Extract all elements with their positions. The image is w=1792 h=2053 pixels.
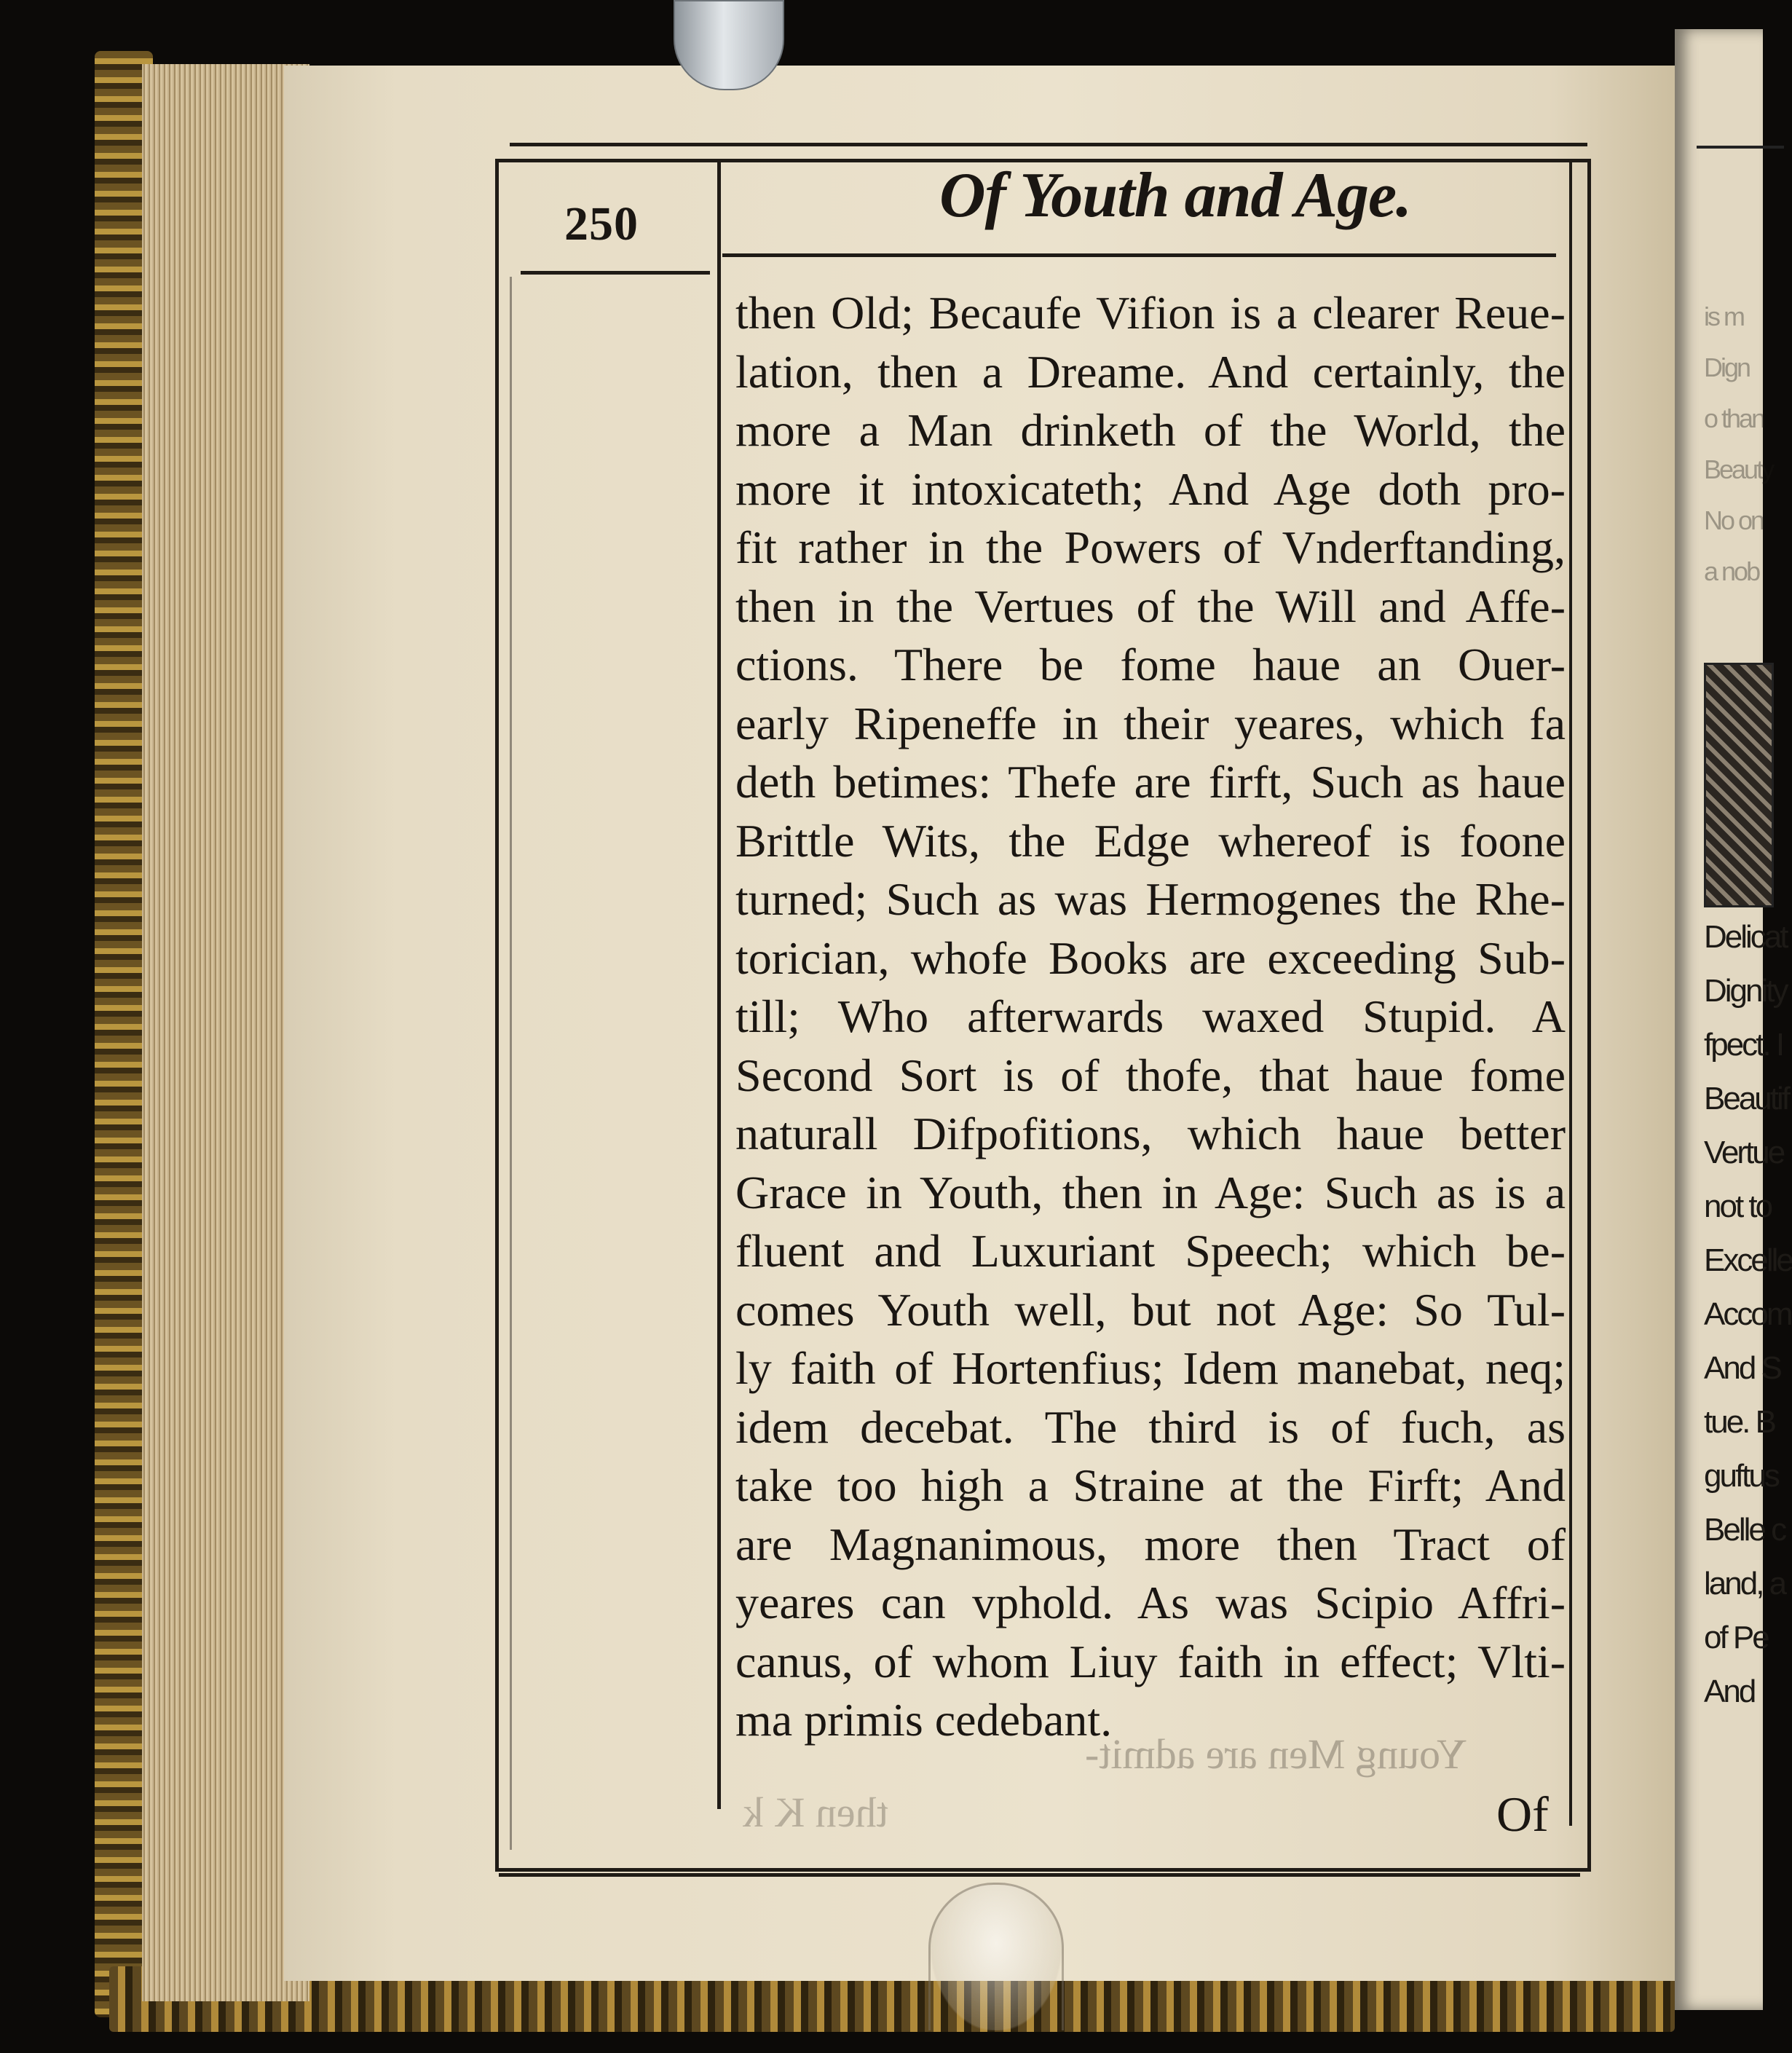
text-line: ctions. There be fome haue an Ouer- xyxy=(735,639,1566,690)
opposite-line: Excelle xyxy=(1704,1242,1792,1278)
opposite-line: Dignity xyxy=(1704,973,1787,1009)
opposite-faint-line: Beauty xyxy=(1704,454,1773,484)
opposite-line: And xyxy=(1704,1674,1755,1709)
opposite-line: Beautif xyxy=(1704,1081,1788,1116)
text-line: more a Man drinketh of the World, the xyxy=(735,404,1566,456)
frame-bottom-rule xyxy=(499,1873,1580,1877)
text-line: Brittle Wits, the Edge whereof is foone xyxy=(735,814,1566,867)
text-line: take too high a Straine at the Firft; And xyxy=(735,1459,1566,1511)
opposite-page-faint-lines xyxy=(1704,291,1772,597)
text-line: early Ripeneffe in their yeares, which fa xyxy=(735,697,1566,749)
text-line: then Old; Becaufe Vifion is a clearer Reue- xyxy=(735,287,1566,339)
opposite-line: Vertue xyxy=(1704,1135,1784,1170)
running-title: Of Youth and Age. xyxy=(939,160,1412,231)
text-line: are Magnanimous, more then Tract of xyxy=(735,1518,1566,1570)
opposite-faint-line: o than xyxy=(1704,403,1764,433)
text-line: torician, whofe Books are exceeding Sub- xyxy=(735,931,1566,984)
text-line: ly faith of Hortenfius; Idem manebat, neq; xyxy=(735,1342,1566,1394)
text-line: turned; Such as was Hermogenes the Rhe- xyxy=(735,873,1566,925)
glass-page-weight xyxy=(928,1883,1064,2030)
opposite-faint-line: No on xyxy=(1704,505,1764,535)
opposite-line: Delicat xyxy=(1704,919,1787,955)
text-line: more it intoxicateth; And Age doth pro- xyxy=(735,462,1566,515)
opposite-line: guftus xyxy=(1704,1458,1778,1494)
right-column-rule xyxy=(1569,162,1572,1826)
text-line: idem decebat. The third is of fuch, as xyxy=(735,1400,1566,1453)
text-line: ma primis cedebant. xyxy=(735,1694,1113,1746)
text-line: then in the Vertues of the Will and Affe- xyxy=(735,580,1566,632)
opposite-line: Belle c xyxy=(1704,1512,1785,1548)
opposite-line: of Pe xyxy=(1704,1620,1768,1655)
header-rule-margin xyxy=(521,271,710,275)
text-line: canus, of whom Liuy faith in effect; Vlti- xyxy=(735,1635,1566,1687)
opposite-line: tue. B xyxy=(1704,1404,1775,1440)
metal-page-clip xyxy=(674,0,784,90)
frame-top-rule xyxy=(510,143,1587,146)
text-line: Grace in Youth, then in Age: Such as is a xyxy=(735,1166,1566,1218)
header-rule-text xyxy=(722,253,1556,257)
text-line: naturall Difpofitions, which haue better xyxy=(735,1108,1566,1159)
opposite-page-text xyxy=(1704,910,1792,1719)
text-line: yeares can vphold. As was Scipio Affri- xyxy=(735,1577,1566,1628)
decorated-initial xyxy=(1704,663,1774,907)
opposite-page-rule xyxy=(1697,146,1784,149)
show-through-text: Young Men are admit- xyxy=(1085,1730,1467,1778)
opposite-line: Accom xyxy=(1704,1296,1791,1332)
opposite-page xyxy=(1675,29,1792,2010)
text-line: deth betimes: Thefe are firft, Such as haue xyxy=(735,756,1566,808)
opposite-faint-line: a nob xyxy=(1704,556,1759,586)
text-line: lation, then a Dreame. And certainly, the xyxy=(735,345,1566,398)
opposite-line: land, a xyxy=(1704,1566,1785,1601)
margin-inner-rule xyxy=(510,277,512,1850)
page-number: 250 xyxy=(564,197,639,251)
margin-column-divider xyxy=(717,162,721,1809)
text-line: Second Sort is of thofe, that haue fome xyxy=(735,1049,1566,1101)
opposite-line: fpect. I xyxy=(1704,1027,1783,1063)
opposite-line: not to xyxy=(1704,1189,1772,1224)
text-line: fluent and Luxuriant Speech; which be- xyxy=(735,1225,1566,1277)
opposite-faint-line: Dign xyxy=(1704,352,1750,382)
opposite-faint-line: is m xyxy=(1704,302,1743,331)
text-line: till; Who afterwards waxed Stupid. A xyxy=(735,990,1566,1042)
text-line: fit rather in the Powers of Vnderftanding, xyxy=(735,521,1566,573)
show-through-text: then K k xyxy=(743,1789,888,1836)
text-line: comes Youth well, but not Age: So Tul- xyxy=(735,1283,1566,1336)
catchword: Of xyxy=(1496,1786,1549,1842)
opposite-line: And S xyxy=(1704,1350,1780,1386)
body-text xyxy=(735,284,1566,1750)
